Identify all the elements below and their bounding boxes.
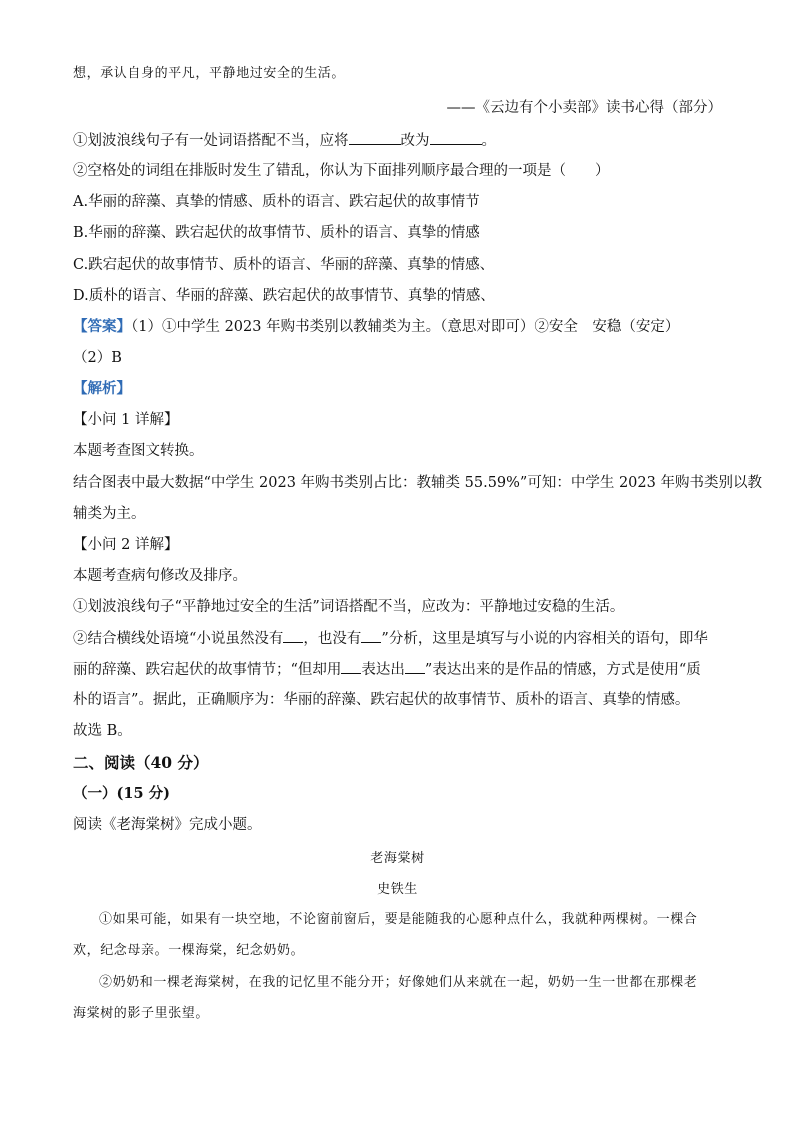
answer-blank	[283, 628, 303, 643]
answer-blank	[361, 628, 381, 643]
sub-question-2-tag: 【小问 2 详解】	[73, 537, 179, 553]
article-paragraph: 欢，纪念母亲。一棵海棠，纪念奶奶。	[73, 943, 305, 958]
answer-line-2: （2）B	[73, 350, 122, 366]
analysis-fragment: ②结合横线处语境“小说虽然没有	[73, 631, 284, 647]
analysis-text: 结合图表中最大数据“中学生 2023 年购书类别占比：教辅类 55.59%”可知：中学生 2023 年购书类别以教	[73, 475, 762, 491]
answer-text: （1）①中学生 2023 年购书类别以教辅类为主。（意思对即可）②安全 安稳（安定）	[131, 319, 680, 335]
answer-tag: 【答案】	[73, 318, 131, 335]
analysis-fragment: 表达出	[361, 662, 405, 678]
analysis-text: 本题考查病句修改及排序。	[73, 568, 247, 584]
analysis-fragment: ”分析，这里是填写与小说的内容相关的语句，即华	[381, 631, 708, 647]
option-b: B.华丽的辞藻、跌宕起伏的故事情节、质朴的语言、真挚的情感	[73, 225, 480, 241]
question-1	[73, 130, 722, 151]
article-paragraph: ②奶奶和一棵老海棠树，在我的记忆里不能分开；好像她们从来就在一起，奶奶一生一世都在那棵老	[99, 975, 698, 990]
analysis-text: 本题考查图文转换。	[73, 443, 204, 459]
answer-blank	[430, 130, 482, 145]
analysis-text: 辅类为主。	[73, 506, 146, 522]
question-text: 改为	[400, 133, 430, 149]
option-c: C.跌宕起伏的故事情节、质朴的语言、华丽的辞藻、真挚的情感、	[73, 257, 495, 273]
option-d: D.质朴的语言、华丽的辞藻、跌宕起伏的故事情节、真挚的情感、	[73, 288, 495, 304]
answer-blank	[349, 130, 401, 145]
source-citation: ——《云边有个小卖部》读书心得（部分）	[446, 100, 722, 116]
answer-line	[73, 317, 722, 337]
analysis-fragment: 丽的辞藻、跌宕起伏的故事情节；“但却用	[73, 662, 342, 678]
article-author: 史铁生	[377, 882, 418, 897]
analysis-text	[73, 628, 722, 649]
article-paragraph: 海棠树的影子里张望。	[73, 1006, 210, 1021]
question-text: ①划波浪线句子有一处词语搭配不当，应将	[73, 133, 349, 149]
part-title: （一）(15 分)	[73, 785, 170, 802]
answer-blank	[405, 659, 425, 674]
analysis-text: 朴的语言”。据此，正确顺序为：华丽的辞藻、跌宕起伏的故事情节、质朴的语言、真挚的情感。	[73, 692, 690, 708]
section-title: 二、阅读（40 分）	[73, 753, 209, 772]
analysis-text	[73, 659, 722, 680]
analysis-text: ①划波浪线句子“平静地过安全的生活”词语搭配不当，应改为：平静地过安稳的生活。	[73, 599, 625, 615]
sub-question-1-tag: 【小问 1 详解】	[73, 412, 179, 428]
answer-blank	[341, 659, 361, 674]
analysis-text: 故选 B。	[73, 723, 132, 739]
analysis-fragment: ”表达出来的是作品的情感，方式是使用“质	[424, 662, 701, 678]
question-2: ②空格处的词组在排版时发生了错乱，你认为下面排列顺序最合理的一项是（ ）	[73, 163, 610, 179]
article-title: 老海棠树	[370, 851, 425, 866]
analysis-tag: 【解析】	[73, 380, 131, 397]
article-paragraph: ①如果可能，如果有一块空地，不论窗前窗后，要是能随我的心愿种点什么，我就种两棵树。一棵合	[99, 912, 698, 927]
reading-instruction: 阅读《老海棠树》完成小题。	[73, 817, 262, 833]
question-text: 。	[481, 133, 496, 149]
analysis-fragment: ，也没有	[303, 631, 362, 647]
option-a: A.华丽的辞藻、真挚的情感、质朴的语言、跌宕起伏的故事情节	[73, 194, 480, 210]
text-line: 想，承认自身的平凡，平静地过安全的生活。	[73, 66, 346, 81]
